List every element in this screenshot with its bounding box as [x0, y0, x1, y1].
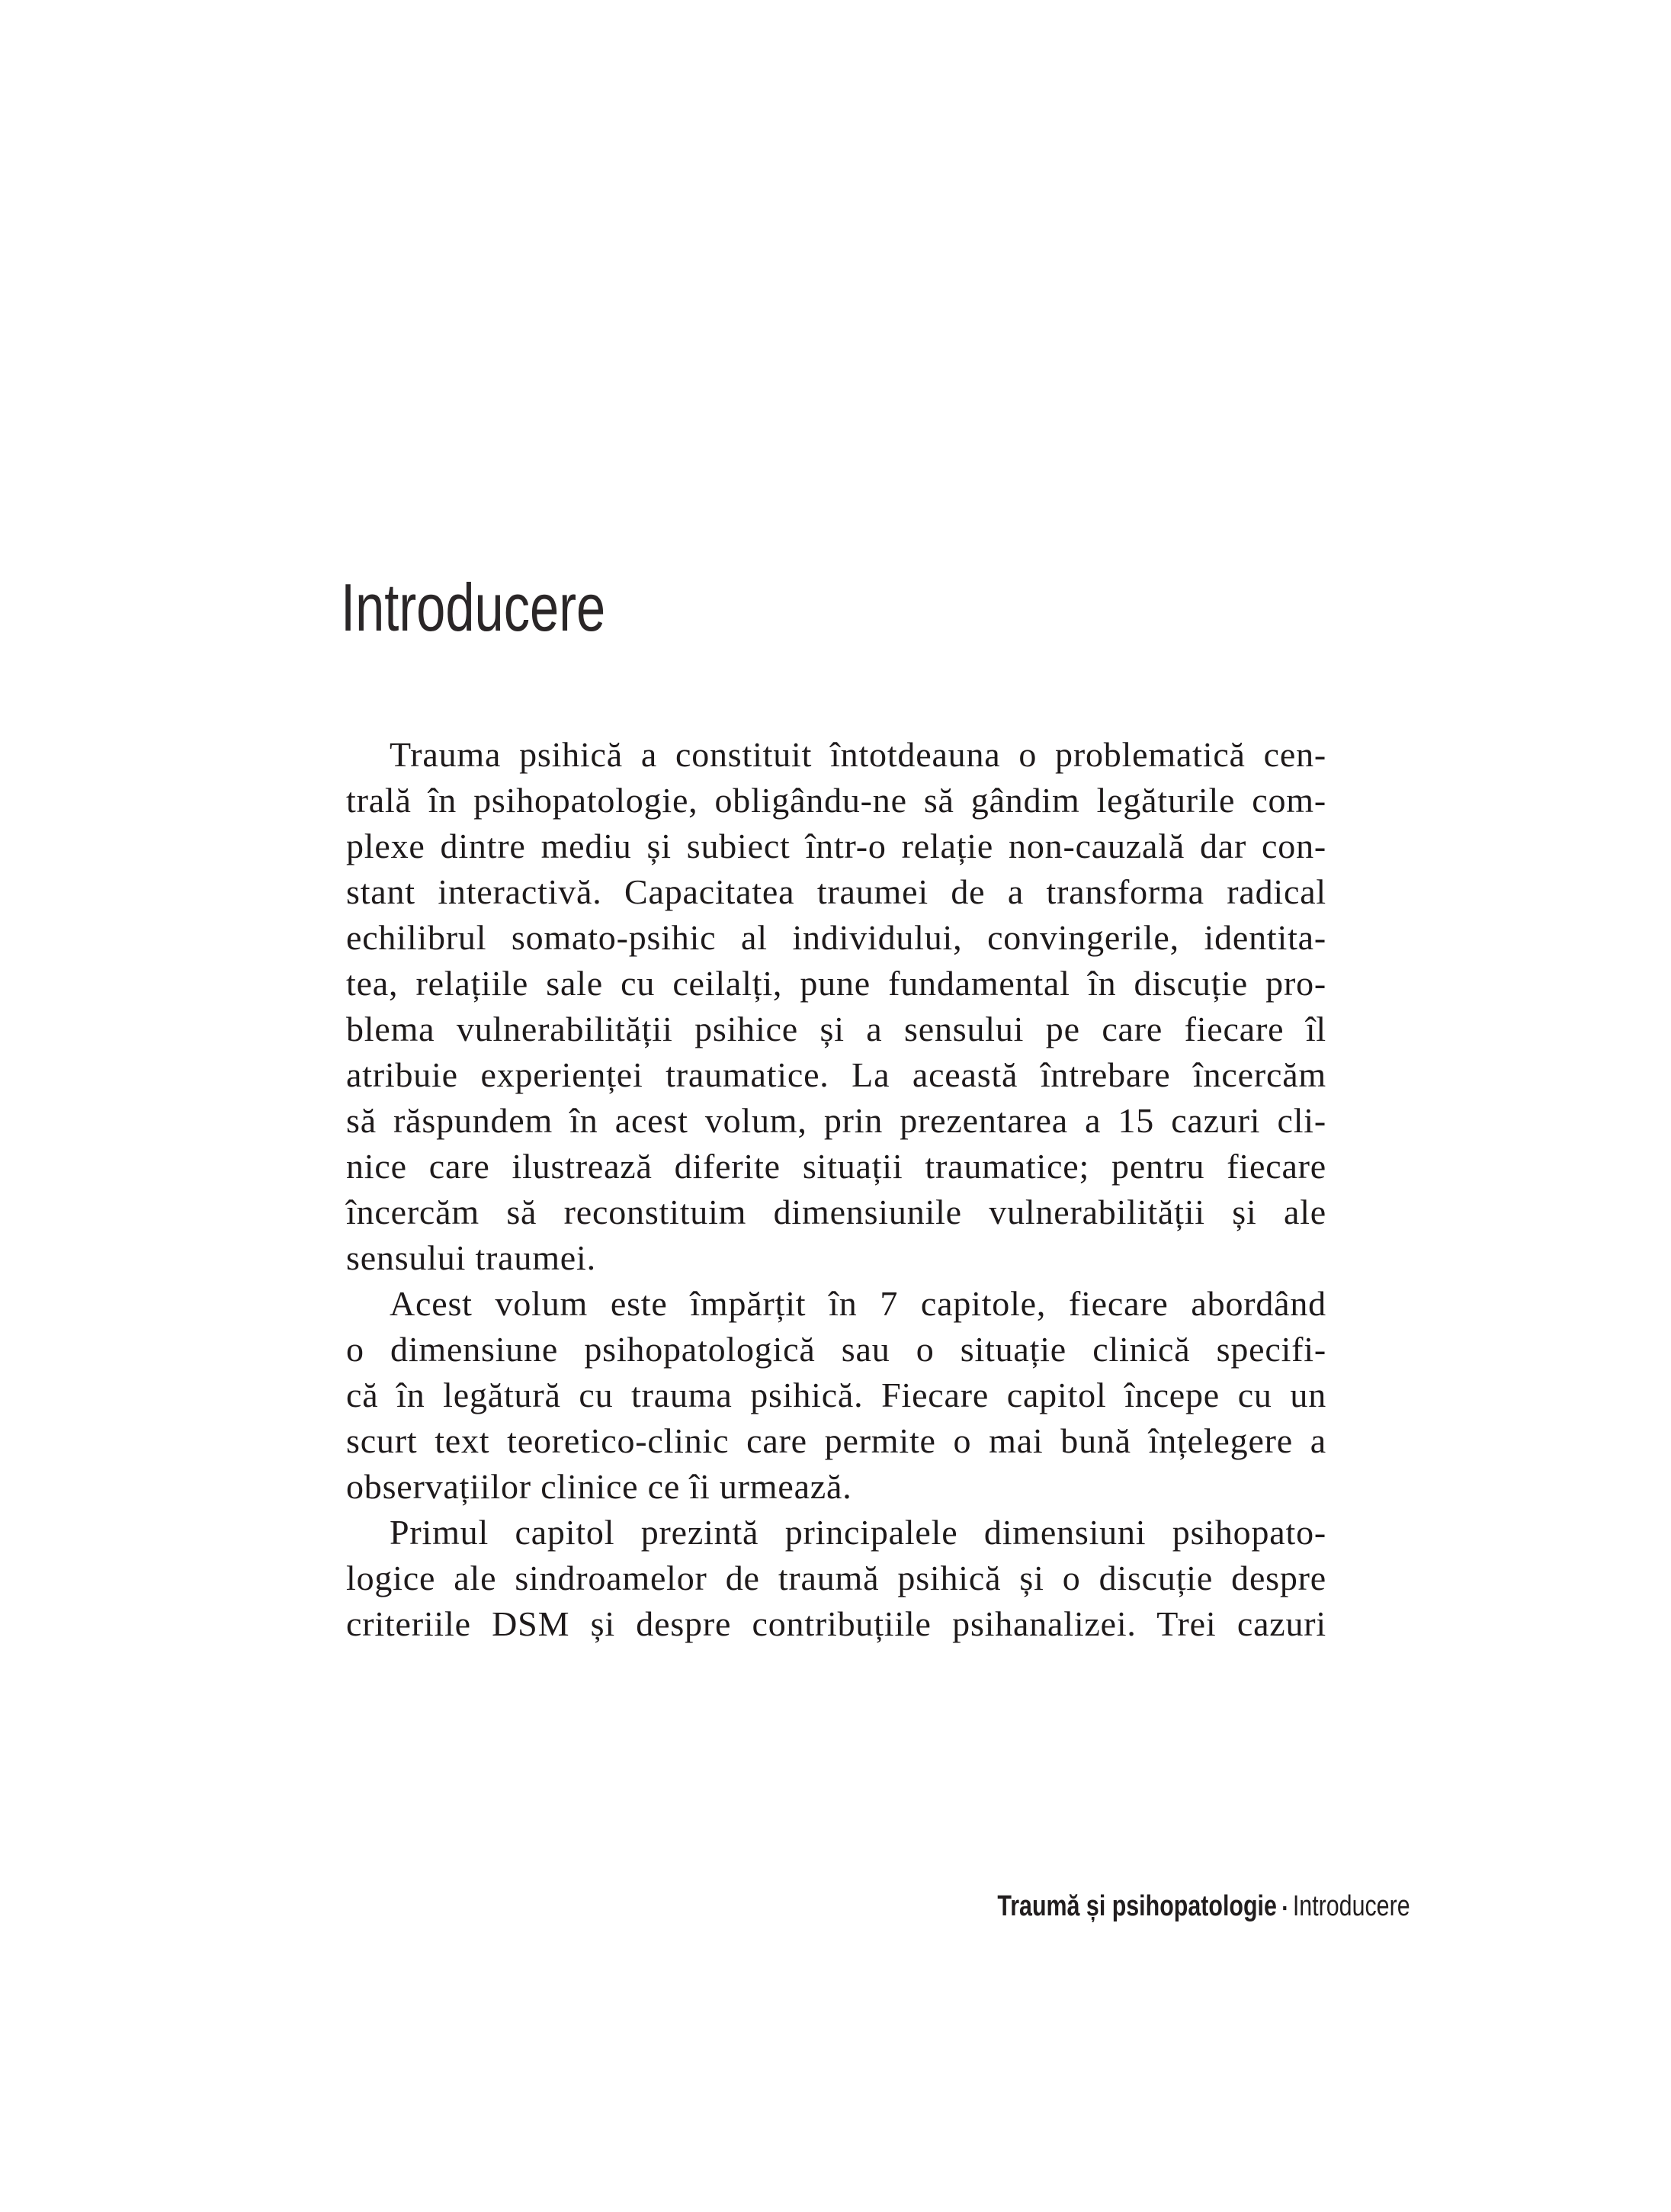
footer-chapter-label: Introducere — [1293, 1890, 1410, 1922]
text-line: să răspundem în acest volum, prin prezentarea a 15 cazuri cli- — [346, 1101, 1326, 1140]
text-line: sensului traumei. — [346, 1238, 596, 1277]
text-line: observațiilor clinice ce îi urmează. — [346, 1467, 852, 1506]
text-line: stant interactivă. Capacitatea traumei de a transforma radical — [346, 872, 1326, 911]
footer-separator-square-icon: ▪ — [1282, 1899, 1288, 1918]
text-line: că în legătură cu trauma psihică. Fiecare capitol începe cu un — [346, 1376, 1326, 1414]
text-line: logice ale sindroamelor de traumă psihică și o discuție despre — [346, 1559, 1326, 1597]
chapter-title: Introducere — [341, 570, 606, 645]
text-line: încercăm să reconstituim dimensiunile vulnerabilității și ale — [346, 1193, 1326, 1231]
text-line: o dimensiune psihopatologică sau o situație clinică specifi- — [346, 1330, 1326, 1369]
text-line: scurt text teoretico-clinic care permite o mai bună înțelegere a — [346, 1421, 1326, 1460]
text-line: echilibrul somato-psihic al individului, convingerile, identita- — [346, 918, 1326, 957]
text-line: blema vulnerabilității psihice și a sensului pe care fiecare îl — [346, 1010, 1326, 1048]
text-line: atribuie experienței traumatice. La această întrebare încercăm — [346, 1055, 1326, 1094]
text-line: Acest volum este împărțit în 7 capitole, fiecare abordând — [390, 1284, 1326, 1323]
text-line: plexe dintre mediu și subiect într-o relație non-cauzală dar con- — [346, 827, 1326, 865]
body-text — [346, 732, 1326, 1647]
text-line: tea, relațiile sale cu ceilalți, pune fundamental în discuție pro- — [346, 964, 1326, 1003]
footer-book-title: Traumă și psihopatologie — [997, 1890, 1278, 1922]
text-line: criteriile DSM și despre contribuțiile psihanalizei. Trei cazuri — [346, 1604, 1326, 1643]
text-line: Trauma psihică a constituit întotdeauna o problematică cen- — [390, 735, 1326, 774]
text-line: trală în psihopatologie, obligându-ne să gândim legăturile com- — [346, 781, 1326, 820]
running-footer — [998, 1891, 1410, 1924]
text-line: nice care ilustrează diferite situații traumatice; pentru fiecare — [346, 1147, 1326, 1186]
text-line: Primul capitol prezintă principalele dimensiuni psihopato- — [390, 1513, 1326, 1552]
